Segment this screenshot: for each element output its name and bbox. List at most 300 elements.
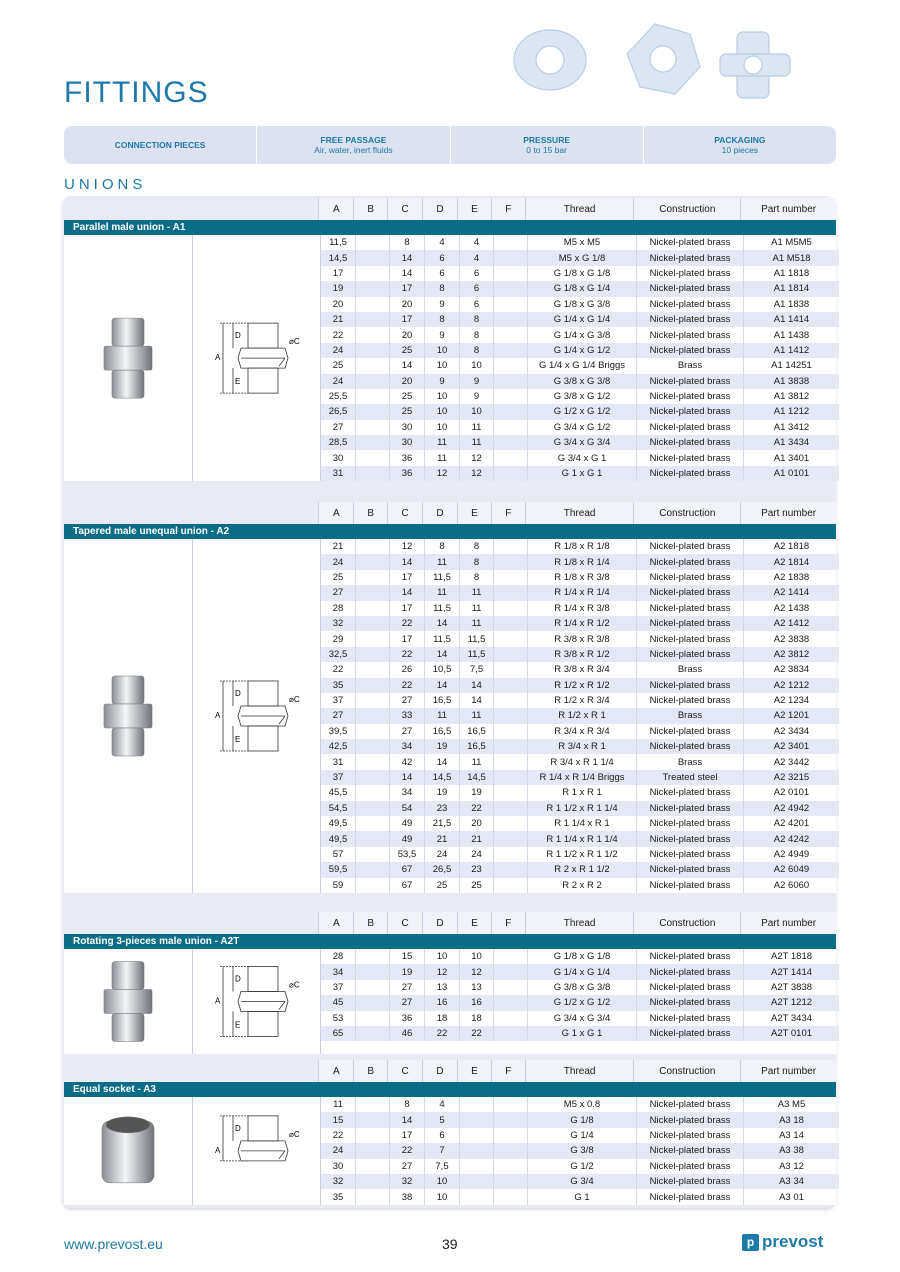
cell-e: 8 bbox=[459, 570, 493, 585]
cell-f bbox=[493, 312, 527, 327]
cell-construction: Nickel-plated brass bbox=[636, 616, 743, 631]
cell-part-number: A2T 3838 bbox=[743, 980, 839, 995]
cell-construction: Brass bbox=[636, 358, 743, 373]
column-header-c: C bbox=[387, 502, 422, 524]
product-block bbox=[64, 912, 836, 1054]
cell-f bbox=[493, 343, 527, 358]
fitting-photo bbox=[64, 949, 192, 1054]
cell-c: 27 bbox=[389, 995, 424, 1010]
cell-part-number: A2T 1818 bbox=[743, 949, 839, 964]
column-header-construction: Construction bbox=[633, 502, 740, 524]
cell-b bbox=[355, 831, 389, 846]
brand-mark: p bbox=[742, 1234, 759, 1251]
cell-thread: R 1/4 x R 1/4 Briggs bbox=[527, 770, 636, 785]
cell-part-number: A2T 0101 bbox=[743, 1026, 839, 1041]
cell-part-number: A1 1212 bbox=[743, 404, 839, 419]
cell-b bbox=[355, 724, 389, 739]
table-row bbox=[321, 708, 839, 723]
cell-part-number: A2 1412 bbox=[743, 616, 839, 631]
cell-e: 20 bbox=[459, 816, 493, 831]
column-header-c: C bbox=[387, 198, 422, 220]
cell-e: 9 bbox=[459, 374, 493, 389]
cell-thread: R 1/8 x R 1/8 bbox=[527, 539, 636, 554]
cell-a: 39,5 bbox=[328, 725, 348, 737]
table-row bbox=[321, 862, 839, 877]
cell-e: 6 bbox=[459, 266, 493, 281]
product-drawing-cell bbox=[193, 235, 321, 481]
cell-b bbox=[355, 631, 389, 646]
cell-b bbox=[355, 964, 389, 979]
product-block bbox=[64, 1060, 836, 1205]
cell-part-number: A2T 1414 bbox=[743, 964, 839, 979]
table-row bbox=[321, 420, 839, 435]
table-row bbox=[321, 754, 839, 769]
cell-a: 37 bbox=[332, 981, 344, 993]
cell-thread: M5 x G 1/8 bbox=[527, 250, 636, 265]
cell-d: 11 bbox=[424, 554, 459, 569]
cell-c: 67 bbox=[389, 878, 424, 893]
cell-e: 11,5 bbox=[459, 647, 493, 662]
cell-c: 36 bbox=[389, 466, 424, 481]
table-row bbox=[321, 1011, 839, 1026]
cell-c: 8 bbox=[389, 1097, 424, 1112]
table-row bbox=[321, 739, 839, 754]
cell-a: 24 bbox=[332, 344, 344, 356]
cell-d: 13 bbox=[424, 980, 459, 995]
cell-a: 27 bbox=[332, 587, 344, 599]
cell-d: 10,5 bbox=[424, 662, 459, 677]
column-header-thread: Thread bbox=[525, 912, 634, 934]
cell-thread: G 1/4 x G 1/4 bbox=[527, 312, 636, 327]
cell-part-number: A2T 3434 bbox=[743, 1011, 839, 1026]
cell-thread: R 1/2 x R 1/2 bbox=[527, 678, 636, 693]
cell-thread: G 1/8 x G 1/8 bbox=[527, 266, 636, 281]
product-rows bbox=[321, 235, 839, 481]
cell-thread: R 1/4 x R 3/8 bbox=[527, 601, 636, 616]
column-header-c: C bbox=[387, 1060, 422, 1082]
table-row bbox=[321, 631, 839, 646]
cell-f bbox=[493, 297, 527, 312]
cell-thread: G 1/2 bbox=[527, 1159, 636, 1174]
column-header-b: B bbox=[353, 198, 387, 220]
table-row bbox=[321, 250, 839, 265]
cell-f bbox=[493, 389, 527, 404]
cell-e bbox=[459, 1097, 493, 1112]
cell-e: 16,5 bbox=[459, 724, 493, 739]
cell-d: 6 bbox=[424, 1128, 459, 1143]
cell-c: 34 bbox=[389, 785, 424, 800]
cell-b bbox=[355, 949, 389, 964]
cell-construction: Nickel-plated brass bbox=[636, 420, 743, 435]
dim-label-e: E bbox=[235, 1020, 241, 1030]
column-header-a: A bbox=[318, 912, 353, 934]
cell-f bbox=[493, 995, 527, 1010]
cell-c: 17 bbox=[389, 1128, 424, 1143]
cell-d: 23 bbox=[424, 801, 459, 816]
cell-a: 45,5 bbox=[328, 787, 348, 799]
cell-e bbox=[459, 1143, 493, 1158]
cell-a: 21 bbox=[332, 541, 344, 553]
cell-e: 12 bbox=[459, 964, 493, 979]
column-header-a: A bbox=[318, 198, 353, 220]
cell-e: 11 bbox=[459, 585, 493, 600]
info-pressure: PRESSURE 0 to 15 bar bbox=[451, 126, 644, 164]
cell-b bbox=[355, 281, 389, 296]
cell-b bbox=[355, 343, 389, 358]
column-header-b: B bbox=[353, 1060, 387, 1082]
cell-c: 22 bbox=[389, 647, 424, 662]
cell-construction: Nickel-plated brass bbox=[636, 949, 743, 964]
cell-construction: Brass bbox=[636, 754, 743, 769]
cell-b bbox=[355, 785, 389, 800]
cell-b bbox=[355, 297, 389, 312]
column-header-c: C bbox=[387, 912, 422, 934]
dim-label-c: ⌀C bbox=[289, 694, 300, 704]
cell-d: 16 bbox=[424, 995, 459, 1010]
cell-a: 24 bbox=[332, 556, 344, 568]
cell-construction: Nickel-plated brass bbox=[636, 539, 743, 554]
table-row bbox=[321, 312, 839, 327]
cell-b bbox=[355, 389, 389, 404]
cell-part-number: A2 3812 bbox=[743, 647, 839, 662]
table-row bbox=[321, 585, 839, 600]
cell-a: 25 bbox=[332, 360, 344, 372]
cell-thread: G 1 x G 1 bbox=[527, 1026, 636, 1041]
dim-label-e: E bbox=[235, 734, 241, 744]
cell-construction: Brass bbox=[636, 662, 743, 677]
cell-part-number: A2 6060 bbox=[743, 878, 839, 893]
cell-part-number: A1 3412 bbox=[743, 420, 839, 435]
cell-a: 31 bbox=[332, 756, 344, 768]
cell-e: 16 bbox=[459, 995, 493, 1010]
column-header-thread: Thread bbox=[525, 502, 634, 524]
cell-b bbox=[355, 980, 389, 995]
cell-a: 20 bbox=[332, 298, 344, 310]
cell-b bbox=[355, 312, 389, 327]
cell-e: 11,5 bbox=[459, 631, 493, 646]
cell-c: 14 bbox=[389, 250, 424, 265]
cell-c: 49 bbox=[389, 831, 424, 846]
cell-d: 11 bbox=[424, 435, 459, 450]
cell-e: 24 bbox=[459, 847, 493, 862]
cell-f bbox=[493, 601, 527, 616]
cell-thread: R 3/4 x R 1 1/4 bbox=[527, 754, 636, 769]
cell-d: 22 bbox=[424, 1026, 459, 1041]
product-drawing-cell bbox=[193, 949, 321, 1054]
cell-e: 6 bbox=[459, 297, 493, 312]
cell-part-number: A2 4242 bbox=[743, 831, 839, 846]
cell-part-number: A1 M518 bbox=[743, 250, 839, 265]
cell-d: 6 bbox=[424, 250, 459, 265]
info-connection-pieces: CONNECTION PIECES bbox=[64, 126, 257, 164]
table-row bbox=[321, 964, 839, 979]
cell-c: 25 bbox=[389, 343, 424, 358]
cell-thread: G 3/8 x G 3/8 bbox=[527, 980, 636, 995]
cell-f bbox=[493, 949, 527, 964]
cell-d: 4 bbox=[424, 235, 459, 250]
column-header-e: E bbox=[457, 198, 491, 220]
cell-b bbox=[355, 1143, 389, 1158]
cell-construction: Nickel-plated brass bbox=[636, 847, 743, 862]
column-header-b: B bbox=[353, 502, 387, 524]
cell-a: 53 bbox=[332, 1012, 344, 1024]
cell-d: 26,5 bbox=[424, 862, 459, 877]
cell-c: 36 bbox=[389, 1011, 424, 1026]
cell-construction: Nickel-plated brass bbox=[636, 1174, 743, 1189]
cell-a: 49,5 bbox=[328, 833, 348, 845]
cell-thread: G 1/8 x G 3/8 bbox=[527, 297, 636, 312]
cell-construction: Nickel-plated brass bbox=[636, 585, 743, 600]
cell-d: 4 bbox=[424, 1097, 459, 1112]
cell-e: 8 bbox=[459, 312, 493, 327]
cell-construction: Nickel-plated brass bbox=[636, 343, 743, 358]
table-row bbox=[321, 785, 839, 800]
product-image-cell bbox=[64, 1097, 193, 1205]
dimension-drawing bbox=[193, 235, 320, 481]
cell-c: 34 bbox=[389, 739, 424, 754]
cell-f bbox=[493, 1097, 527, 1112]
cell-c: 14 bbox=[389, 770, 424, 785]
cell-thread: G 1/4 bbox=[527, 1128, 636, 1143]
cell-b bbox=[355, 1174, 389, 1189]
cell-f bbox=[493, 862, 527, 877]
cell-c: 25 bbox=[389, 389, 424, 404]
cell-thread: G 3/4 x G 1/2 bbox=[527, 420, 636, 435]
cell-c: 22 bbox=[389, 616, 424, 631]
cell-e: 11 bbox=[459, 420, 493, 435]
cell-c: 20 bbox=[389, 374, 424, 389]
cell-e: 16,5 bbox=[459, 739, 493, 754]
cell-e: 12 bbox=[459, 466, 493, 481]
cell-f bbox=[493, 1112, 527, 1127]
cell-c: 17 bbox=[389, 601, 424, 616]
cell-f bbox=[493, 1143, 527, 1158]
table-row bbox=[321, 616, 839, 631]
cell-e: 19 bbox=[459, 785, 493, 800]
table-row bbox=[321, 770, 839, 785]
cell-construction: Nickel-plated brass bbox=[636, 1026, 743, 1041]
column-header-a: A bbox=[318, 502, 353, 524]
product-rows bbox=[321, 539, 839, 893]
cell-part-number: A1 3401 bbox=[743, 450, 839, 465]
cell-a: 24 bbox=[332, 1145, 344, 1157]
cell-thread: G 1 bbox=[527, 1189, 636, 1204]
cell-d: 10 bbox=[424, 1189, 459, 1204]
cell-thread: G 3/4 bbox=[527, 1174, 636, 1189]
cell-f bbox=[493, 662, 527, 677]
cell-construction: Nickel-plated brass bbox=[636, 995, 743, 1010]
cell-c: 14 bbox=[389, 585, 424, 600]
cell-c: 20 bbox=[389, 297, 424, 312]
cell-construction: Nickel-plated brass bbox=[636, 678, 743, 693]
cell-b bbox=[355, 450, 389, 465]
cell-part-number: A2 3215 bbox=[743, 770, 839, 785]
cell-a: 11 bbox=[333, 1099, 343, 1111]
cell-e: 22 bbox=[459, 801, 493, 816]
cell-part-number: A2 0101 bbox=[743, 785, 839, 800]
cell-d: 14 bbox=[424, 616, 459, 631]
cell-c: 19 bbox=[389, 964, 424, 979]
cell-b bbox=[355, 266, 389, 281]
info-bar bbox=[64, 126, 836, 164]
cell-construction: Nickel-plated brass bbox=[636, 816, 743, 831]
cell-e: 4 bbox=[459, 250, 493, 265]
table-row bbox=[321, 435, 839, 450]
cell-a: 15 bbox=[332, 1114, 344, 1126]
cell-b bbox=[355, 539, 389, 554]
cell-part-number: A2 4949 bbox=[743, 847, 839, 862]
cell-f bbox=[493, 739, 527, 754]
cell-c: 42 bbox=[389, 754, 424, 769]
cell-a: 32 bbox=[332, 618, 344, 630]
cell-construction: Nickel-plated brass bbox=[636, 878, 743, 893]
cell-e: 22 bbox=[459, 1026, 493, 1041]
cell-construction: Nickel-plated brass bbox=[636, 964, 743, 979]
cell-c: 46 bbox=[389, 1026, 424, 1041]
cell-e: 8 bbox=[459, 554, 493, 569]
cell-thread: R 1/4 x R 1/4 bbox=[527, 585, 636, 600]
cell-thread: G 3/4 x G 1 bbox=[527, 450, 636, 465]
cell-f bbox=[493, 631, 527, 646]
column-header-thread: Thread bbox=[525, 198, 634, 220]
cell-e: 8 bbox=[459, 343, 493, 358]
cell-c: 27 bbox=[389, 980, 424, 995]
cell-d: 21,5 bbox=[424, 816, 459, 831]
column-header-construction: Construction bbox=[633, 198, 740, 220]
cell-d: 25 bbox=[424, 878, 459, 893]
cell-f bbox=[493, 327, 527, 342]
table-row bbox=[321, 693, 839, 708]
cell-e: 12 bbox=[459, 450, 493, 465]
cell-a: 22 bbox=[332, 1129, 344, 1141]
cell-b bbox=[355, 327, 389, 342]
cell-c: 26 bbox=[389, 662, 424, 677]
cell-construction: Nickel-plated brass bbox=[636, 466, 743, 481]
cell-b bbox=[355, 250, 389, 265]
table-row bbox=[321, 235, 839, 250]
table-row bbox=[321, 554, 839, 569]
cell-thread: R 1/4 x R 1/2 bbox=[527, 616, 636, 631]
cell-e: 14,5 bbox=[459, 770, 493, 785]
cell-b bbox=[355, 678, 389, 693]
table-row bbox=[321, 343, 839, 358]
cell-construction: Nickel-plated brass bbox=[636, 647, 743, 662]
table-row bbox=[321, 995, 839, 1010]
cell-e: 14 bbox=[459, 693, 493, 708]
cell-part-number: A2 3401 bbox=[743, 739, 839, 754]
product-title: Tapered male unequal union - A2 bbox=[64, 524, 836, 539]
website-link[interactable]: www.prevost.eu bbox=[64, 1236, 163, 1252]
cell-part-number: A1 3434 bbox=[743, 435, 839, 450]
cell-b bbox=[355, 1189, 389, 1204]
page-number: 39 bbox=[442, 1236, 458, 1252]
cell-b bbox=[355, 1112, 389, 1127]
column-header-a: A bbox=[318, 1060, 353, 1082]
info-free-passage: FREE PASSAGE Air, water, inert fluids bbox=[257, 126, 450, 164]
cell-part-number: A2 1201 bbox=[743, 708, 839, 723]
table-row bbox=[321, 466, 839, 481]
cell-e bbox=[459, 1189, 493, 1204]
cell-a: 25 bbox=[332, 571, 344, 583]
cell-b bbox=[355, 585, 389, 600]
cell-part-number: A1 1818 bbox=[743, 266, 839, 281]
table-row bbox=[321, 816, 839, 831]
cell-e: 18 bbox=[459, 1011, 493, 1026]
cell-a: 24 bbox=[332, 375, 344, 387]
cell-f bbox=[493, 374, 527, 389]
cell-f bbox=[493, 358, 527, 373]
cell-f bbox=[493, 1174, 527, 1189]
section-title: UNIONS bbox=[64, 176, 147, 193]
product-image-cell bbox=[64, 539, 193, 893]
table-row bbox=[321, 678, 839, 693]
cell-part-number: A1 1838 bbox=[743, 297, 839, 312]
table-row bbox=[321, 1026, 839, 1041]
cell-part-number: A1 M5M5 bbox=[743, 235, 839, 250]
cell-construction: Nickel-plated brass bbox=[636, 281, 743, 296]
cell-thread: G 1/4 x G 1/2 bbox=[527, 343, 636, 358]
cell-f bbox=[493, 266, 527, 281]
cell-part-number: A1 1412 bbox=[743, 343, 839, 358]
cell-construction: Nickel-plated brass bbox=[636, 389, 743, 404]
cell-a: 37 bbox=[332, 772, 344, 784]
column-header-d: D bbox=[422, 1060, 457, 1082]
cell-d: 9 bbox=[424, 374, 459, 389]
dim-label-d: D bbox=[235, 974, 241, 984]
cell-thread: R 3/8 x R 3/4 bbox=[527, 662, 636, 677]
cell-construction: Nickel-plated brass bbox=[636, 693, 743, 708]
cell-thread: G 1/4 x G 3/8 bbox=[527, 327, 636, 342]
cell-d: 9 bbox=[424, 297, 459, 312]
cell-construction: Nickel-plated brass bbox=[636, 801, 743, 816]
table-row bbox=[321, 450, 839, 465]
cell-c: 27 bbox=[389, 693, 424, 708]
table-row bbox=[321, 601, 839, 616]
column-header-d: D bbox=[422, 502, 457, 524]
cell-e: 14 bbox=[459, 678, 493, 693]
cell-thread: G 1/4 x G 1/4 bbox=[527, 964, 636, 979]
cell-f bbox=[493, 570, 527, 585]
cell-b bbox=[355, 466, 389, 481]
table-row bbox=[321, 389, 839, 404]
cell-e: 23 bbox=[459, 862, 493, 877]
cell-b bbox=[355, 358, 389, 373]
cell-e: 21 bbox=[459, 831, 493, 846]
cell-f bbox=[493, 847, 527, 862]
cell-a: 28 bbox=[332, 602, 344, 614]
cell-part-number: A1 1814 bbox=[743, 281, 839, 296]
cell-c: 22 bbox=[389, 1143, 424, 1158]
cell-d: 19 bbox=[424, 785, 459, 800]
cell-b bbox=[355, 1128, 389, 1143]
cell-thread: G 3/8 bbox=[527, 1143, 636, 1158]
cell-construction: Nickel-plated brass bbox=[636, 724, 743, 739]
cell-c: 12 bbox=[389, 539, 424, 554]
dim-label-a: A bbox=[215, 710, 221, 720]
cell-d: 10 bbox=[424, 358, 459, 373]
cell-c: 14 bbox=[389, 266, 424, 281]
cell-thread: R 1 x R 1 bbox=[527, 785, 636, 800]
cell-e: 8 bbox=[459, 539, 493, 554]
dim-label-a: A bbox=[215, 1145, 221, 1155]
cell-e: 10 bbox=[459, 949, 493, 964]
cell-thread: G 1/4 x G 1/4 Briggs bbox=[527, 358, 636, 373]
cell-b bbox=[355, 1097, 389, 1112]
cell-a: 21 bbox=[332, 314, 344, 326]
cell-f bbox=[493, 878, 527, 893]
table-row bbox=[321, 570, 839, 585]
cell-f bbox=[493, 585, 527, 600]
